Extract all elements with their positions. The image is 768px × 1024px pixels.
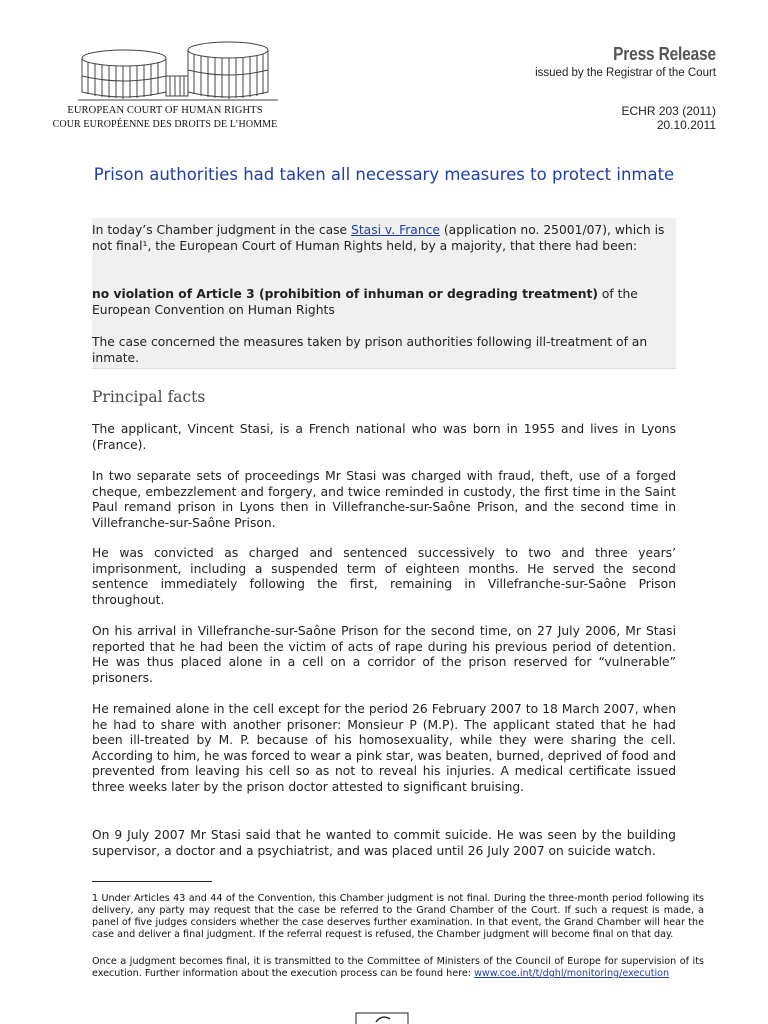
reference-block: [622, 104, 717, 132]
summary-text: of the European Convention on Human Rights: [92, 287, 638, 317]
footnote-2: [92, 956, 704, 980]
court-name: [40, 104, 290, 132]
footnote-text: Once a judgment becomes final, it is transmitted to the Committee of Ministers of the Council of Europe for supervision of its execution. Further information about the execution process can be found here:: [92, 956, 704, 980]
summary-box: [92, 218, 676, 369]
paragraph: On 9 July 2007 Mr Stasi said that he wanted to commit suicide. He was seen by the building supervisor, a doctor and a psychiatrist, and was placed until 26 July 2007 on suicide watch.: [92, 828, 676, 858]
section-title: Principal facts: [92, 388, 206, 406]
court-name-fr: COUR EUROPÉENNE DES DROITS DE L’HOMME: [52, 119, 278, 130]
footnote-divider: [92, 881, 212, 882]
summary-text: (application no. 25001/07), which is not final¹, the European Court of Human Rights held, by a majority, that there had been:: [92, 223, 665, 253]
finding-bold: no violation of Article 3 (prohibition of inhuman or degrading treatment): [92, 287, 598, 301]
case-link[interactable]: Stasi v. France: [351, 223, 440, 237]
execution-link[interactable]: www.coe.int/t/dghl/monitoring/execution: [474, 968, 670, 980]
press-release-heading: [535, 44, 716, 79]
paragraph: In two separate sets of proceedings Mr Stasi was charged with fraud, theft, use of a forged cheque, embezzlement and forgery, and twice reminded in custody, the first time in the Saint Paul remand prison in Lyons then in Villefranche-sur-Saône Prison, and the second time in Villefranche-sur-Saône Prison.: [92, 469, 676, 530]
paragraph: The applicant, Vincent Stasi, is a French national who was born in 1955 and lives in Lyons (France).: [92, 422, 676, 452]
reference-number: ECHR 203 (2011): [621, 104, 716, 118]
press-release-subtitle: issued by the Registrar of the Court: [535, 67, 716, 79]
summary-paragraph-3: The case concerned the measures taken by prison authorities following ill-treatment of an inmate.: [92, 335, 648, 365]
court-name-en: EUROPEAN COURT OF HUMAN RIGHTS: [67, 105, 263, 116]
paragraph: He remained alone in the cell except for the period 26 February 2007 to 18 March 2007, when he had to share with another prisoner: Monsieur P (M.P). The applicant stated that he had been ill-treated by M. P. because of his homosexuality, while they were sharing the cell. According to him, he was forced to wear a pink star, was beaten, burned, deprived of food and prevented from leaving his cell so as not to reveal his injuries. A medical certificate issued three weeks later by the prison doctor attested to significant bruising.: [92, 702, 676, 794]
council-of-europe-icon: [354, 1010, 410, 1024]
headline: Prison authorities had taken all necessary measures to protect inmate: [93, 165, 675, 184]
paragraph: On his arrival in Villefranche-sur-Saône Prison for the second time, on 27 July 2006, Mr Stasi reported that he had been the victim of acts of rape during his previous period of detention. He was thus placed alone in a cell on a corridor of the prison reserved for “vulnerable” prisoners.: [92, 624, 676, 685]
summary-paragraph-2: [92, 286, 676, 318]
reference-date: 20.10.2011: [656, 118, 716, 132]
summary-text: In today’s Chamber judgment in the case: [92, 223, 352, 237]
paragraph: He was convicted as charged and sentenced successively to two and three years’ imprisonment, including a suspended term of eighteen months. He served the second sentence immediately following the first, remaining in Villefranche-sur-Saône Prison throughout.: [92, 546, 676, 607]
press-release-title: Press Release: [613, 44, 716, 64]
footnote-1: 1 Under Articles 43 and 44 of the Convention, this Chamber judgment is not final. During the three-month period following its delivery, any party may request that the case be referred to the Grand Chamber of the Court. If such a request is made, a panel of five judges considers whether the case deserves further examination. In that event, the Grand Chamber will hear the case and deliver a final judgment. If the referral request is refused, the Chamber judgment will become final on that day.: [92, 893, 704, 941]
court-building-logo: [78, 38, 278, 104]
summary-paragraph-1: [92, 222, 676, 254]
